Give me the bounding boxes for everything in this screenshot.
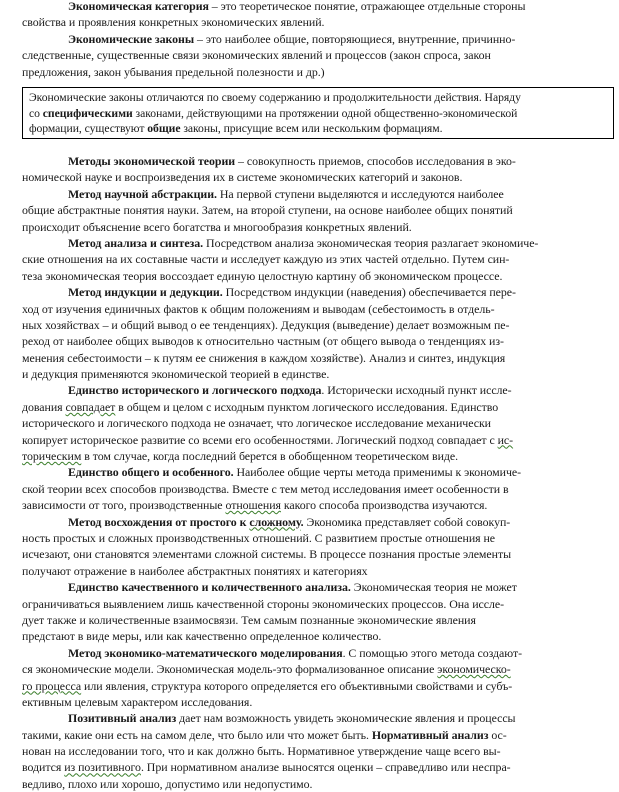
method-induction-deduction: Метод индукции и дедукции. Посредством индукции (наведения) обеспечивается пере-: [68, 285, 516, 300]
spellcheck-word: отношения: [225, 498, 281, 513]
method-abstraction: Метод научной абстракции. На первой ступени выделяются и исследуются наиболее: [68, 186, 504, 201]
term-general: общие: [147, 121, 181, 135]
method-modeling: Метод экономико-математического моделирования. С помощью этого метода создают-: [68, 645, 523, 660]
spellcheck-word: сложному: [249, 514, 301, 529]
term-economic-category: Экономическая категория: [68, 0, 209, 13]
definition-economic-laws: Экономические законы – это наиболее общие, повторяющиеся, внутренние, причинно-: [68, 31, 516, 46]
spellcheck-word: экономическо-: [437, 662, 511, 677]
term-economic-laws: Экономические законы: [68, 31, 195, 46]
spellcheck-word: го процесса: [22, 678, 82, 693]
method-analysis-synthesis: Метод анализа и синтеза. Посредством анализа экономическая теория разлагает экономиче-: [68, 235, 539, 250]
spellcheck-word: из позитивного: [64, 760, 141, 775]
method-general-special: Единство общего и особенного. Наиболее общие черты метода применимы к экономиче-: [68, 465, 522, 480]
spellcheck-word: совпадает: [65, 399, 116, 414]
method-positive-normative: Позитивный анализ дает нам возможность увидеть экономические явления и процессы: [68, 711, 516, 726]
method-ascent: Метод восхождения от простого к сложному. Экономика представляет собой совокуп-: [68, 514, 511, 529]
spellcheck-word: торическим: [22, 449, 82, 464]
term-normative-analysis: Нормативный анализ: [371, 727, 489, 742]
term-specific: специфическими: [42, 105, 133, 120]
definitions-block: Экономическая категория – это теоретическое понятие, отражающее отдельные стороны свойства и проявления конкретных экономических явлений. Экономические законы – это наиболее общие, повторяющиеся, внутренние, причинно- следственные, существенные связи экономических явлений и процессов (закон спроса, закон предложения, закон убывания предельной полезности и др.): [22, 0, 602, 80]
method-historical-logical: Единство исторического и логического подхода. Исторически исходный пункт иссле-: [68, 383, 512, 398]
laws-note-box: Экономические законы отличаются по своему содержанию и продолжительности действия. Наряду со специфическими законами, действующими на протяжении одной общественно-экономической формации, существуют общие законы, присущие всем или нескольким формациям.: [22, 87, 614, 139]
method-quality-quantity: Единство качественного и количественного анализа. Экономическая теория не может: [68, 580, 517, 595]
methods-section: Методы экономической теории – совокупность приемов, способов исследования в эко- номической науке и воспроизведения их в системе экономических категорий и законов. Метод научной абстракции. На первой ступени выделяются и исследуются наиболее общие абстрактные понятия науки. Затем, на второй ступени, на основе наиболее общих понятий происходит объяснение всего богатства и многообразия конкретных явлений. Метод анализа и синтеза. Посредством анализа экономическая теория разлагает экономиче- ские отношения на их составные части и исследует каждую из этих частей отдельно. Путем син- теза экономическая теория воссоздает единую целостную картину об экономическом процессе. Метод индукции и дедукции. Посредством индукции (наведения) обеспечивается пере- ход от изучения единичных фактов к общим положениям и выводам (себестоимость в отдель- ных хозяйствах – и общий вывод о ее тенденциях). Дедукция (выведение) делает возможным пе- реход от наиболее общих выводов к относительно частным (от общего вывода о тенденциях из- менения себестоимости – к путям ее снижения в каждом хозяйстве). Анализ и синтез, индукция и дедукция применяются экономической теорией в единстве. Единство исторического и логического подхода. Исторически исходный пункт иссле- дования совпадает в общем и целом с исходным пунктом логического исследования. Единство исторического и логического подхода не означает, что логическое исследование механически копирует историческое развитие со всеми его особенностями. Логический подход совпадает с ис- торическим в том случае, когда последний берется в обобщенном теоретическом виде. Единство общего и особенного. Наиболее общие черты метода применимы к экономиче- ской теории всех способов производства. Вместе с тем метод исследования имеет особенности в зависимости от того, производственные отношения какого способа производства изучаются. Метод восхождения от простого к сложному. Экономика представляет собой совокуп- ность простых и сложных производственных отношений. С развитием простые отношения не исчезают, они становятся элементами сложной системы. В процессе познания простые элементы получают отражение в наиболее абстрактных понятиях и категориях Единство качественного и количественного анализа. Экономическая теория не может ограничиваться выявлением лишь качественной стороны экономических процессов. Она иссле- дует также и количественные взаимосвязи. Тем самым познанные экономические явления предстают в виде меры, или как качественно определенное количество. Метод экономико-математического моделирования. С помощью этого метода создают- ся экономические модели. Экономическая модель-это формализованное описание экономическо- го процесса или явления, структура которого определяется его объективными свойствами и субъ- ективным целевым характером исследования. Позитивный анализ дает нам возможность увидеть экономические явления и процессы такими, какие они есть на самом деле, что было или что может быть. Нормативный анализ ос- нован на исследовании того, что и как должно быть. Нормативное утверждение чаще всего вы- водится из позитивного. При нормативном анализе выносятся оценки – справедливо или неспра- ведливо, плохо или хорошо, допустимо или недопустимо.: [22, 153, 602, 792]
spellcheck-word: ис-: [497, 432, 514, 447]
definition-economic-category: Экономическая категория – это теоретическое понятие, отражающее отдельные стороны: [68, 0, 526, 13]
methods-intro: Методы экономической теории – совокупность приемов, способов исследования в эко-: [68, 154, 516, 168]
